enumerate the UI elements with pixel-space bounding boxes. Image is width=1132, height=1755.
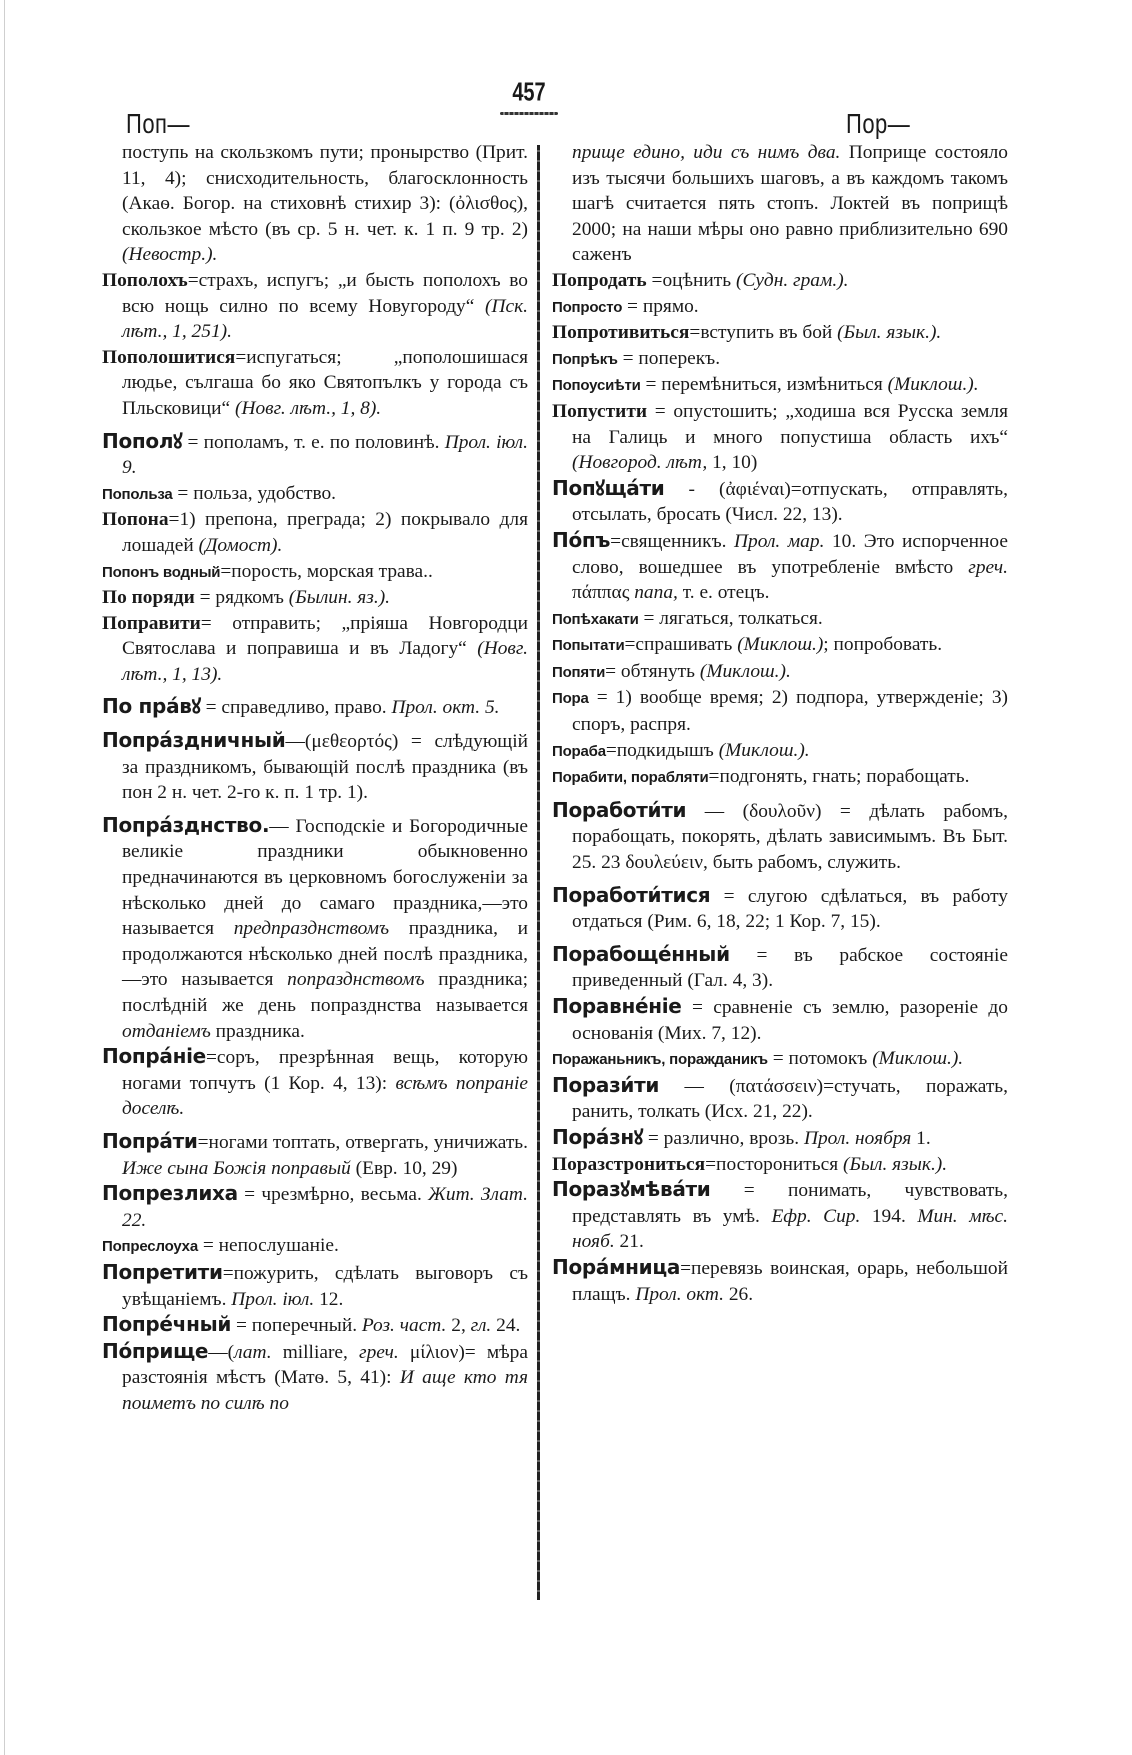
entry-text: = опустошить; „ходиша вся Русска земля на Галиць и много попустиша область ихъ“ (572, 400, 1008, 448)
entry-headword: Пора (552, 690, 589, 708)
entry-text: 2, (451, 1315, 466, 1337)
entry-citation: Прол. іюл. 9. (122, 431, 528, 479)
entry-text: =1) препона, преграда; 2) покрывало для лошадей (122, 509, 528, 556)
right-running-head: Пор— (846, 108, 911, 140)
entry-italic: греч. (968, 556, 1008, 578)
entry-citation: (Миклош.). (699, 660, 791, 682)
entry-headword: Поправити (102, 612, 201, 634)
entry-text: = сравненіе съ землю, разореніе до основанія (Мих. 7, 12). (572, 997, 1008, 1044)
entry-citation: Прол. мар. (734, 530, 825, 552)
entry-text: = прямо. (627, 295, 699, 317)
entry-text: =спрашивать (624, 634, 733, 656)
entry-headword: Попрéчный (102, 1312, 232, 1337)
entry-citation: Иже сына Божія поправый (122, 1157, 351, 1179)
dictionary-entry (102, 345, 528, 422)
entry-headword: Попытати (552, 637, 625, 655)
dictionary-entry (102, 611, 528, 688)
left-running-head: Поп— (126, 108, 190, 140)
entry-headword: Попонъ водный (102, 563, 221, 581)
entry-text: 12. (319, 1288, 344, 1310)
entry-headword: Попольза (102, 485, 173, 503)
dictionary-entry (102, 585, 528, 611)
dictionary-entry (102, 268, 528, 345)
dictionary-entry (552, 372, 1008, 399)
entry-citation: (Миклош.) (737, 634, 824, 656)
entry-citation: (Судн. грам.). (735, 269, 849, 291)
entry-text: =ногами топтать, отвергать, уничижать. (197, 1131, 528, 1153)
entry-italic: предпразднствомъ (233, 918, 390, 940)
dictionary-entry (552, 346, 1008, 373)
dictionary-entry (552, 942, 1008, 994)
entry-text: т. е. отецъ. (682, 582, 770, 604)
entry-headword: Попрáздничный (102, 728, 286, 753)
entry-citation: (Миклош.). (872, 1048, 964, 1070)
entry-citation: гл. (470, 1315, 492, 1337)
entry-italic: И аще кто тя поиметъ по силѣ по (122, 1367, 528, 1414)
dictionary-entry (552, 685, 1008, 737)
entry-text: праздника, и продолжаются нѣсколько дней послѣ праздника,—это называется (122, 918, 528, 991)
entry-citation: (Был. язык.). (837, 322, 942, 344)
entry-text: Поприще состояло изъ тысячи большихъ шаговъ, а въ каждомъ такомъ шагѣ считается пять стопъ. Локтей въ поприщѣ 2000; на наши мѣры оно равно приблизительно 690 саженъ (572, 142, 1008, 266)
entry-text: μίλιον)= мѣра разстоянія мѣстъ (Матѳ. 5, 41): (122, 1341, 528, 1389)
dictionary-entry (102, 728, 528, 806)
entry-headword: Поравнéніе (552, 994, 682, 1018)
entry-text: — Господскіе и Богородичные великіе праздники обыкновенно предначинаются въ церковномъ богослуженіи за нѣсколько дней до самаго праздника,—это называется (122, 815, 528, 940)
right-column (552, 140, 1008, 1307)
entry-headword: Попоусиѣти (552, 377, 641, 395)
entry-headword: Порабити, порабляти (552, 769, 709, 787)
entry-italic: отданіемъ (122, 1020, 211, 1042)
entry-text: — (πατάσσειν)=стучать, поражать, ранить, толкать (Исх. 21, 22). (572, 1075, 1008, 1123)
entry-text: —(μεθεορτός) = слѣдующій за праздникомъ, бывающій послѣ праздника (въ пон 2 н. чет. 2-го к. п. 1 тр. 1). (122, 731, 528, 804)
dictionary-entry (102, 1181, 528, 1233)
dictionary-entry (552, 1046, 1008, 1073)
dictionary-entry (552, 764, 1008, 791)
entry-citation: всѣмъ попраніе доселѣ. (122, 1072, 528, 1120)
entry-citation: (Миклош.). (887, 374, 979, 396)
entry-headword: Попротивиться (552, 322, 690, 344)
dictionary-entry (102, 429, 528, 481)
entry-text: праздника; послѣдній же день попразднства называется (122, 969, 528, 1016)
page-number: 457 (512, 78, 546, 108)
entry-headword: Попрáзднство. (102, 812, 270, 837)
entry-text: =пoрость, морская трава.. (220, 560, 433, 582)
entry-text: =посторониться (705, 1153, 839, 1175)
entry-citation: Жит. Злат. 22. (122, 1184, 528, 1231)
entry-text: = перемѣниться, измѣниться (645, 374, 883, 396)
entry-headword: Попретити (102, 1259, 223, 1284)
entry-text: 1. (916, 1127, 931, 1149)
entry-citation: Прол. іюл. (231, 1288, 315, 1310)
entry-citation: Прол. ноября (803, 1127, 912, 1149)
entry-text: = справедливо, право. (205, 697, 387, 719)
dictionary-entry (102, 813, 528, 1044)
entry-headword: Попрáти (102, 1128, 198, 1153)
dictionary-entry (102, 481, 528, 508)
entry-text: =перевязь воинская, орарь, небольшой плащъ. (572, 1257, 1008, 1305)
entry-headword: Попрѣкъ (552, 350, 618, 368)
entry-text: —( (208, 1341, 235, 1363)
entry-citation: Ефр. Сир. (771, 1205, 861, 1227)
entry-headword: Попꙋщáти (552, 475, 665, 500)
entry-citation: (Новгород. лѣт, (572, 452, 708, 474)
dictionary-entry (102, 559, 528, 586)
entry-continuation (102, 140, 528, 268)
entry-citation: (Былин. яз.). (288, 587, 391, 609)
entry-text: =подгонять, гнать; порабощать. (708, 766, 970, 788)
dictionary-entry (102, 1129, 528, 1181)
dictionary-entry (552, 883, 1008, 935)
entry-headword: По поряди (102, 587, 195, 609)
entry-text: = въ рабское состояніе приведенный (Гал. 4, 3). (572, 944, 1008, 992)
entry-text: =соръ, презрѣнная вещь, которую ногами топчутъ (1 Кор. 4, 13): (122, 1047, 528, 1094)
entry-text: =подкидышъ (605, 739, 714, 761)
entry-headword: Попона (102, 509, 169, 531)
dictionary-entry (552, 738, 1008, 765)
entry-headword: Порáмница (552, 1254, 681, 1279)
entry-text: = поперечный. (236, 1315, 358, 1337)
entry-headword: Поработи́ти (552, 797, 687, 822)
dictionary-entry (102, 1312, 528, 1339)
entry-text: =страхъ, испугъ; „и бысть пополохъ во всю нощь силно по всему Новугороду“ (122, 269, 528, 317)
entry-headword: Попяти (552, 663, 606, 681)
entry-headword: Пораба (552, 742, 606, 760)
dictionary-entry (552, 1152, 1008, 1178)
entry-headword: Попрáніе (102, 1044, 206, 1069)
entry-italic: попразднствомъ (287, 969, 425, 991)
dictionary-entry (552, 632, 1008, 659)
entry-headword: По прáвꙋ (102, 694, 201, 719)
entry-headword: Порази́ти (552, 1072, 660, 1097)
entry-headword: Попрезлиха (102, 1181, 238, 1206)
page-number-rule (500, 112, 558, 115)
entry-italic: прище едино, иди съ нимъ два. (572, 142, 841, 163)
entry-text: = понимать, чувствовать, представлять въ умѣ. (572, 1180, 1008, 1227)
dictionary-entry (552, 399, 1008, 476)
entry-citation: (Новг. лѣт., 1, 13). (122, 638, 528, 685)
entry-text: = 1) вообще время; 2) подпора, утвержденіе; 3) споръ, распря. (572, 687, 1008, 736)
entry-text: = лягаться, толкаться. (643, 607, 823, 629)
entry-headword: Попустити (552, 400, 648, 422)
entry-text: =оцѣнить (651, 269, 732, 291)
entry-headword: Пополꙋ (102, 428, 183, 453)
entry-text: 1, 10) (712, 452, 758, 474)
dictionary-entry (552, 294, 1008, 321)
dictionary-entry (552, 1073, 1008, 1125)
dictionary-entry (552, 476, 1008, 528)
entry-headword: Пóпъ (552, 527, 611, 552)
dictionary-entry (552, 1125, 1008, 1152)
entry-text: ; попробовать. (823, 634, 943, 656)
entry-headword: Пóприще (102, 1338, 209, 1363)
entry-text: праздника. (215, 1020, 305, 1042)
entry-text: =пожурить, сдѣлать выговоръ съ увѣщаніемъ. (122, 1262, 528, 1310)
entry-citation: Роз. част. (361, 1315, 447, 1337)
entry-text: πάππας (572, 582, 630, 604)
entry-headword: Попѣхакати (552, 610, 639, 628)
dictionary-entry (552, 798, 1008, 876)
entry-citation: (Новг. лѣт., 1, 8). (235, 397, 382, 419)
dictionary-entry (102, 1044, 528, 1122)
entry-headword: Попродать (552, 269, 647, 291)
entry-italic: лат. (234, 1341, 272, 1363)
entry-citation: (Домост). (198, 534, 283, 556)
entry-text: milliare, (282, 1341, 348, 1363)
entry-text: — (δουλοῦν) = дѣлать рабомъ, порабощать, покорять, дѣлать зависимымъ. Въ Быт. 25. 23 δουλεύειν, быть рабомъ, служить. (572, 800, 1008, 874)
entry-text: = обтянуть (605, 660, 695, 682)
column-divider (537, 145, 540, 1600)
entry-continuation (552, 140, 1008, 268)
entry-headword: Пополохъ (102, 269, 188, 291)
entry-text: = различно, врозь. (647, 1127, 800, 1149)
dictionary-entry (552, 994, 1008, 1046)
dictionary-entry (102, 1339, 528, 1417)
entry-text: (Евр. 10, 29) (355, 1157, 458, 1179)
entry-citation: (Миклош.). (718, 739, 810, 761)
entry-text: 26. (728, 1283, 754, 1305)
dictionary-entry (102, 1260, 528, 1312)
entry-headword: Пополошитися (102, 346, 236, 368)
entry-text: =испугаться; „пополошишася людье, сългаша бо яко Святопълкъ у города съ Пльсковици“ (122, 346, 528, 419)
entry-text: =вступить въ бой (689, 322, 833, 344)
dictionary-entry (552, 1255, 1008, 1307)
entry-headword: Поразꙋмѣвáти (552, 1177, 711, 1202)
entry-citation: Мин. мѣс. нояб. (572, 1205, 1008, 1253)
entry-citation: (Был. язык.). (842, 1153, 948, 1175)
entry-citation: Прол. окт. (635, 1283, 724, 1305)
entry-headword: Порабощéнный (552, 941, 730, 966)
entry-text: 24. (496, 1315, 521, 1337)
entry-headword: Поработи́тися (552, 882, 711, 907)
entry-text: =священникъ. (610, 530, 727, 552)
dictionary-entry (102, 507, 528, 558)
page-edge (4, 0, 5, 1755)
dictionary-entry (552, 528, 1008, 606)
entry-headword: Попросто (552, 298, 623, 316)
entry-text: = непослушаніе. (202, 1235, 339, 1257)
entry-text: 194. (871, 1205, 906, 1227)
dictionary-entry (552, 268, 1008, 294)
entry-italic: греч. (359, 1341, 399, 1363)
dictionary-entry (552, 606, 1008, 633)
entry-headword: Попреслоуха (102, 1238, 198, 1256)
entry-headword: Порáзнꙋ (552, 1124, 644, 1149)
dictionary-entry (102, 694, 528, 721)
entry-citation: (Невостр.). (122, 244, 218, 266)
dictionary-entry (552, 1177, 1008, 1255)
entry-text: = рядкомъ (199, 587, 284, 609)
left-column (102, 140, 528, 1417)
dictionary-entry (552, 320, 1008, 346)
entry-citation: (Пск. лѣт., 1, 251). (122, 295, 528, 343)
dictionary-entry (102, 1233, 528, 1260)
dictionary-entry (552, 659, 1008, 686)
entry-text: поступь на скользкомъ пути; пронырство (Прит. 11, 4); снисходительность, благосклонность (Акаѳ. Богор. на стиховнѣ стихир 3): (ὀλισθος), скользкое мѣсто (въ ср. 5 н. чет. к. 1 п. 9 тр. 2) (122, 142, 528, 240)
entry-text: 21. (619, 1231, 644, 1253)
entry-text: = чрезмѣрно, весьма. (244, 1184, 422, 1206)
entry-text: 10. Это испорченное слово, вошедшее въ употребленіе вмѣсто (572, 530, 1008, 578)
entry-text: = отправить; „пріяша Новгородци Святослава и поправиша и въ Ладогу“ (122, 612, 528, 660)
entry-citation: Прол. окт. 5. (391, 697, 500, 719)
entry-headword: Поражаньникъ, поражданикъ (552, 1051, 768, 1069)
entry-text: = слугою сдѣлаться, въ работу отдаться (Рим. 6, 18, 22; 1 Кор. 7, 15). (572, 885, 1008, 933)
entry-text: = потомокъ (772, 1048, 868, 1070)
entry-text: = поперекъ. (622, 347, 721, 369)
entry-text: - (ἀφιέναι)=отпускать, отправлять, отсылать, бросать (Числ. 22, 13). (572, 478, 1008, 526)
entry-italic: папа, (634, 582, 678, 604)
entry-headword: Поразстрониться (552, 1153, 706, 1175)
entry-text: = польза, удобство. (177, 482, 337, 504)
entry-text: = пополамъ, т. е. по половинѣ. (187, 431, 440, 453)
